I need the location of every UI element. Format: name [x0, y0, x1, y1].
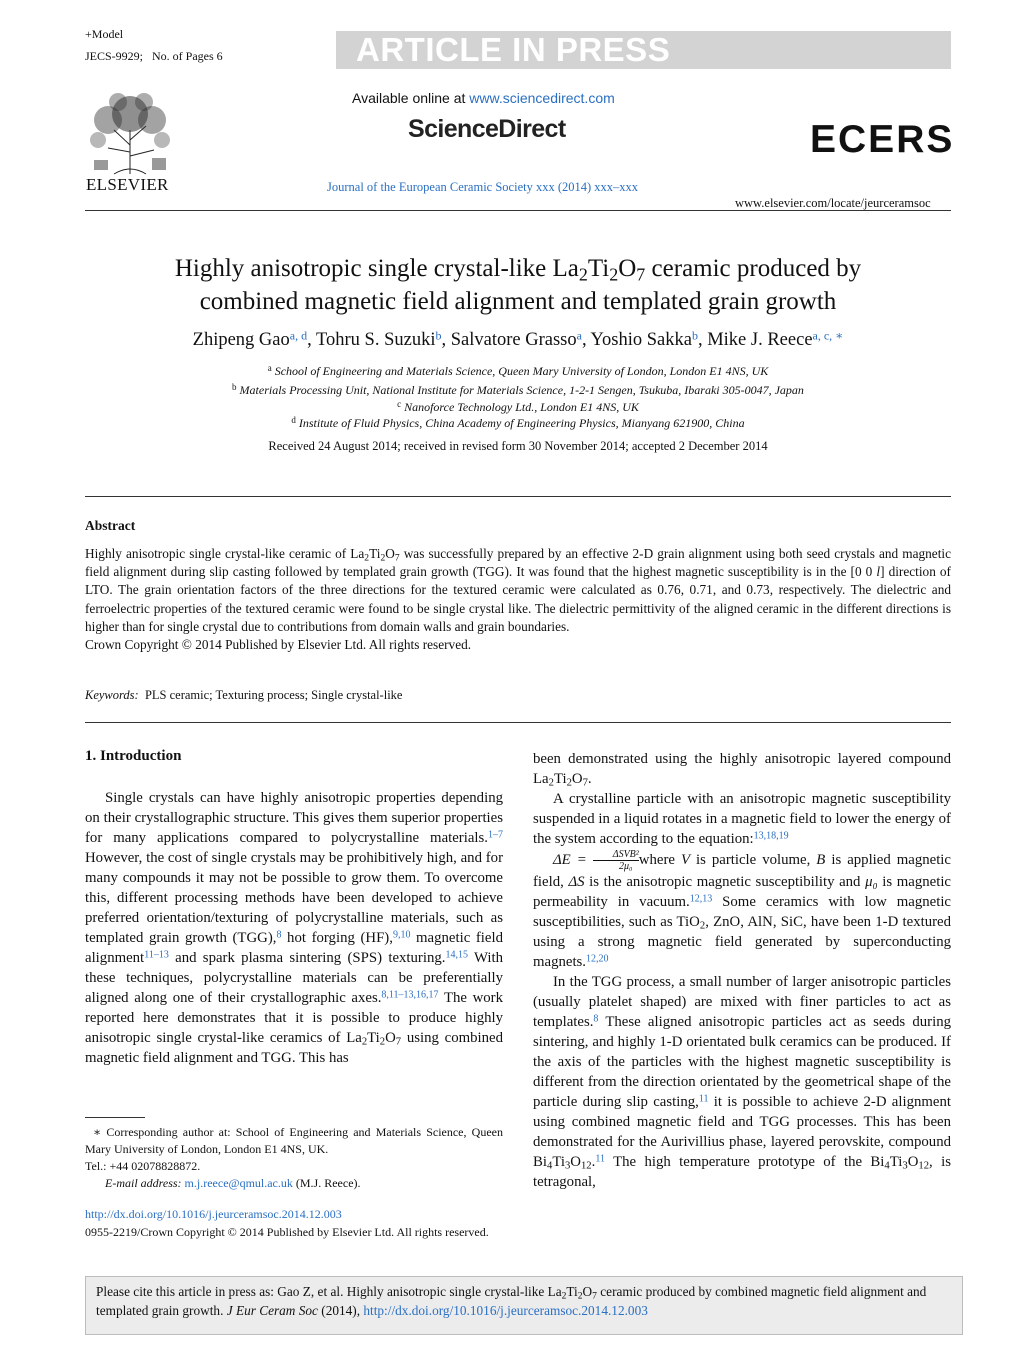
- citation-link[interactable]: 12,13: [689, 893, 713, 905]
- title-part: Ti: [587, 255, 610, 282]
- text: In the TGG process, a small number of larger anisotropic particles (usually platelet shaped) are mixed with finer particles to act as templates.: [533, 974, 951, 1030]
- text: .: [587, 771, 592, 787]
- author-list: Zhipeng Gao$^{a, d}$, Tohru S. Suzuki$^b$, Salvatore Grasso$^a$, Yoshio Sakka$^b$, Mike J. Reece$^{a, c, ∗}$: [192, 328, 844, 350]
- text: O: [385, 1030, 396, 1046]
- author-affil-marks[interactable]: b: [435, 328, 442, 343]
- text: hot forging (HF),: [281, 930, 393, 946]
- abstract-text: Ti: [369, 546, 381, 561]
- abstract-copyright: Crown Copyright © 2014 Published by Elsevier Ltd. All rights reserved.: [85, 637, 472, 653]
- affiliation: [85, 416, 951, 431]
- equation-numerator: ΔSVB²: [593, 849, 639, 861]
- author: Yoshio Sakka: [590, 330, 692, 350]
- available-prefix: Available online at: [352, 90, 470, 106]
- author-affil-marks[interactable]: a: [576, 328, 582, 343]
- issn-copyright: 0955-2219/Crown Copyright © 2014 Published by Elsevier Ltd. All rights reserved.: [85, 1225, 489, 1239]
- keywords: [85, 688, 402, 703]
- text: it is possible to achieve 2-D alignment using combined magnetic field and TGG processes. This has been demonstrated for the Aurivillius phase, layered perovskite, compound Bi: [533, 1094, 951, 1170]
- text: using combined magnetic field alignment and TGG. This has: [85, 1030, 503, 1066]
- paragraph: [533, 749, 951, 789]
- math-symbol: ΔS: [568, 874, 585, 890]
- subscript: 2: [699, 920, 706, 932]
- subscript: 4: [884, 1160, 890, 1172]
- text: With these techniques, polycrystalline materials can be preferentially aligned along one of their crystallographic axes.: [85, 950, 503, 1006]
- text: Ti: [367, 1030, 380, 1046]
- paragraph: [533, 789, 951, 849]
- author-affil-marks[interactable]: a, d: [289, 328, 308, 343]
- citation-link[interactable]: 11: [698, 1093, 709, 1105]
- article-title: [85, 252, 951, 318]
- citation-box: [85, 1276, 963, 1335]
- text: where: [638, 851, 681, 868]
- subscript: 4: [546, 1160, 553, 1172]
- subscript: 2: [577, 1290, 583, 1302]
- paragraph: [85, 788, 503, 1068]
- cite-text: Please cite this article in press as: Gao Z, et al. Highly anisotropic single crystal-like La: [96, 1284, 562, 1299]
- subscript: 2: [548, 777, 554, 789]
- affiliation: [85, 383, 951, 398]
- sciencedirect-link[interactable]: www.sciencedirect.com: [469, 90, 615, 106]
- text: is magnetic permeability in vacuum.: [533, 874, 951, 910]
- equation: [553, 849, 639, 872]
- subscript: 2: [380, 552, 386, 564]
- cite-text: Ti: [566, 1284, 578, 1299]
- equation-fraction: [593, 849, 639, 872]
- sciencedirect-logo: ScienceDirect: [408, 115, 566, 143]
- received-dates: Received 24 August 2014; received in revised form 30 November 2014; accepted 2 December 2014: [268, 439, 768, 453]
- cite-doi-link[interactable]: http://dx.doi.org/10.1016/j.jeurceramsoc.2014.12.003: [363, 1303, 648, 1318]
- text: , is tetragonal,: [533, 1154, 951, 1190]
- affiliation: [85, 400, 951, 415]
- affil-text: Nanoforce Technology Ltd., London E1 4NS, UK: [404, 400, 639, 414]
- journal-homepage[interactable]: www.elsevier.com/locate/jeurceramsoc: [735, 196, 931, 210]
- text: O: [571, 771, 583, 787]
- citation-link[interactable]: 11–13: [144, 949, 169, 961]
- title-line-2: combined magnetic field alignment and templated grain growth: [199, 288, 837, 315]
- section-heading: 1. Introduction: [85, 748, 182, 764]
- email-label: E-mail address:: [105, 1176, 182, 1190]
- text: Some ceramics with low magnetic susceptibilities, such as TiO: [533, 894, 951, 930]
- text: , ZnO, AlN, SiC, have been 1-D textured using a strong magnetic field generated by superconducting magnets.: [533, 914, 951, 970]
- affil-mark: a: [267, 362, 272, 373]
- text: Ti: [553, 771, 567, 787]
- affiliation: [85, 364, 951, 379]
- subscript: 7: [592, 1290, 597, 1302]
- elsevier-tree-logo: [84, 90, 176, 176]
- title-sub: 2: [578, 264, 588, 285]
- author: Zhipeng Gao: [192, 330, 290, 350]
- title-part: O: [618, 255, 637, 282]
- math-symbol: B: [816, 851, 826, 868]
- page-count: No. of Pages 6: [152, 49, 223, 63]
- email-owner: (M.J. Reece).: [292, 1176, 361, 1190]
- doi-link[interactable]: http://dx.doi.org/10.1016/j.jeurceramsoc.2014.12.003: [85, 1207, 342, 1221]
- abstract-text: was successfully prepared by an effective 2-D grain alignment using both seed crystals and magnetic field alignment during slip casting followed by templated grain growth (TGG). It was found that the highest magnetic susceptibility is in the [0 0: [85, 546, 952, 580]
- affil-mark: d: [291, 414, 296, 425]
- math-symbol: μ₀: [865, 874, 878, 890]
- cite-text: ceramic produced by combined magnetic field alignment and templated grain growth.: [96, 1284, 927, 1318]
- subscript: 2: [379, 1036, 386, 1048]
- cite-text: O: [582, 1284, 593, 1299]
- email-link[interactable]: m.j.reece@qmul.ac.uk: [184, 1176, 293, 1190]
- journal-line[interactable]: Journal of the European Ceramic Society xxx (2014) xxx–xxx: [327, 180, 639, 194]
- footnote-rule: [85, 1117, 145, 1118]
- author-affil-marks[interactable]: a, c, ∗: [812, 328, 844, 343]
- text: A crystalline particle with an anisotropic magnetic susceptibility suspended in a liquid rotates in a magnetic field to lower the energy of the system according to the equation:: [533, 791, 951, 847]
- equation-lhs: ΔE =: [553, 851, 593, 868]
- citation-link[interactable]: 1–7: [488, 829, 503, 841]
- abstract-top-rule: [85, 496, 951, 497]
- text: is particle volume,: [690, 851, 817, 868]
- author-affil-marks[interactable]: b: [691, 328, 698, 343]
- citation-link[interactable]: 9,10: [392, 929, 411, 941]
- subscript: 7: [582, 777, 588, 789]
- abstract-bottom-rule: [85, 722, 951, 723]
- text: and spark plasma sintering (SPS) texturing.: [168, 950, 446, 966]
- header-rule: [85, 210, 951, 211]
- title-sub: 2: [609, 264, 619, 285]
- text: Ti: [552, 1154, 565, 1170]
- text: However, the cost of single crystals may be prohibitively high, and for many compounds it may not be possible to grow them. To overcome this, different processing methods have been developed to achieve preferred orientation/texturing of polycrystalline materials, such as templated grain growth (TGG),: [85, 850, 503, 946]
- text: been demonstrated using the highly anisotropic layered compound La: [533, 751, 951, 787]
- cite-text: (2014),: [317, 1303, 364, 1318]
- text: These aligned anisotropic particles act as seeds during sintering, and highly 1-D orientated bulk ceramics can be produced. If the axis of the particles with the highest magnetic susceptibility is different from the direction orientated by the geometrical shape of the particle during slip casting,: [533, 1014, 951, 1110]
- affil-text: School of Engineering and Materials Science, Queen Mary University of London, London E1 4NS, UK: [274, 364, 769, 378]
- text: .: [591, 1154, 596, 1170]
- cite-journal: J Eur Ceram Soc: [226, 1303, 318, 1318]
- telephone: Tel.: +44 02078828872.: [85, 1159, 201, 1173]
- subscript: 12: [918, 1160, 930, 1172]
- abstract-text: Highly anisotropic single crystal-like ceramic of La: [85, 546, 365, 561]
- elsevier-wordmark: ELSEVIER: [86, 175, 169, 194]
- math-symbol: V: [680, 851, 690, 868]
- text: is the anisotropic magnetic susceptibility and: [584, 874, 866, 890]
- abstract-heading: Abstract: [85, 518, 136, 533]
- paragraph: [533, 849, 951, 972]
- keywords-label: Keywords:: [85, 688, 139, 702]
- title-part: ceramic produced by: [645, 255, 862, 282]
- citation-link[interactable]: 14,15: [445, 949, 468, 961]
- subscript: 2: [364, 552, 370, 564]
- citation-link[interactable]: 8: [593, 1013, 599, 1025]
- manuscript-id: [85, 48, 223, 64]
- author: Salvatore Grasso: [450, 330, 577, 350]
- article-in-press-text: ARTICLE IN PRESS: [356, 31, 671, 68]
- author: Tohru S. Suzuki: [316, 330, 436, 350]
- text: O: [907, 1154, 919, 1170]
- subscript: 7: [395, 1036, 402, 1048]
- keywords-text: PLS ceramic; Texturing process; Single crystal-like: [144, 688, 403, 702]
- text: Single crystals can have highly anisotropic properties depending on their crystallographic structure. This gives them superior properties for many applications compared to polycrystalline materials.: [85, 790, 503, 846]
- affil-text: Institute of Fluid Physics, China Academy of Engineering Physics, Mianyang 621900, China: [298, 416, 745, 430]
- citation-link[interactable]: 11: [595, 1153, 605, 1165]
- author: Mike J. Reece: [707, 330, 813, 350]
- text: The high temperature prototype of the Bi: [604, 1154, 885, 1170]
- ecers-logo: ECERS: [810, 118, 955, 161]
- subscript: 3: [902, 1160, 908, 1172]
- title-part: Highly anisotropic single crystal-like La: [174, 255, 579, 282]
- email-line: [85, 1175, 503, 1192]
- left-column: [85, 788, 503, 1068]
- citation-link[interactable]: 8: [276, 929, 282, 941]
- model-label: +Model: [85, 27, 124, 41]
- subscript: 2: [566, 777, 572, 789]
- abstract-text: l: [876, 564, 881, 580]
- abstract-text: O: [385, 546, 395, 561]
- text: is applied magnetic field,: [533, 851, 951, 890]
- abstract-text: ] direction of LTO. The grain orientation factors of the three directions for the textured ceramic were calculated as 0.76, 0.71, and 0.73, respectively. The dielectric and ferroelectric properties of the textured ceramic were found to be single crystal like. The dielectric permittivity of the aligned ceramic in the different directions is higher than for single crystal due to contributions from domain walls and grain boundaries.: [85, 564, 951, 634]
- affil-text: Materials Processing Unit, National Institute for Materials Science, 1-2-1 Sengen, Tsukuba, Ibaraki 305-0047, Japan: [239, 383, 804, 397]
- subscript: 7: [394, 552, 400, 564]
- title-sub: 7: [636, 264, 646, 285]
- equation-denominator: 2μ₀: [619, 861, 633, 872]
- paragraph: [533, 972, 951, 1192]
- text: magnetic field alignment: [85, 930, 503, 966]
- affil-mark: b: [232, 381, 237, 392]
- abstract-body: [85, 545, 951, 654]
- subscript: 2: [561, 1290, 567, 1302]
- text: The work reported here demonstrates that it is possible to produce highly anisotropic single crystal-like ceramics of La: [85, 990, 503, 1046]
- citation-link[interactable]: 12,20: [586, 953, 609, 965]
- text: O: [570, 1154, 581, 1170]
- text: Ti: [889, 1154, 903, 1170]
- subscript: 12: [580, 1160, 592, 1172]
- corr-author: ∗ Corresponding author at: School of Engineering and Materials Science, Queen Mary University of London, London E1 4NS, UK.: [85, 1125, 503, 1156]
- subscript: 2: [361, 1036, 368, 1048]
- right-column: [533, 749, 951, 1192]
- affil-mark: c: [397, 398, 402, 409]
- citation-link[interactable]: 13,18,19: [753, 830, 789, 842]
- corresponding-footnote: [85, 1124, 503, 1192]
- jecs-id: JECS-9929;: [85, 49, 144, 63]
- citation-link[interactable]: 8,11–13,16,17: [381, 989, 439, 1001]
- subscript: 3: [564, 1160, 571, 1172]
- available-online: [352, 90, 615, 106]
